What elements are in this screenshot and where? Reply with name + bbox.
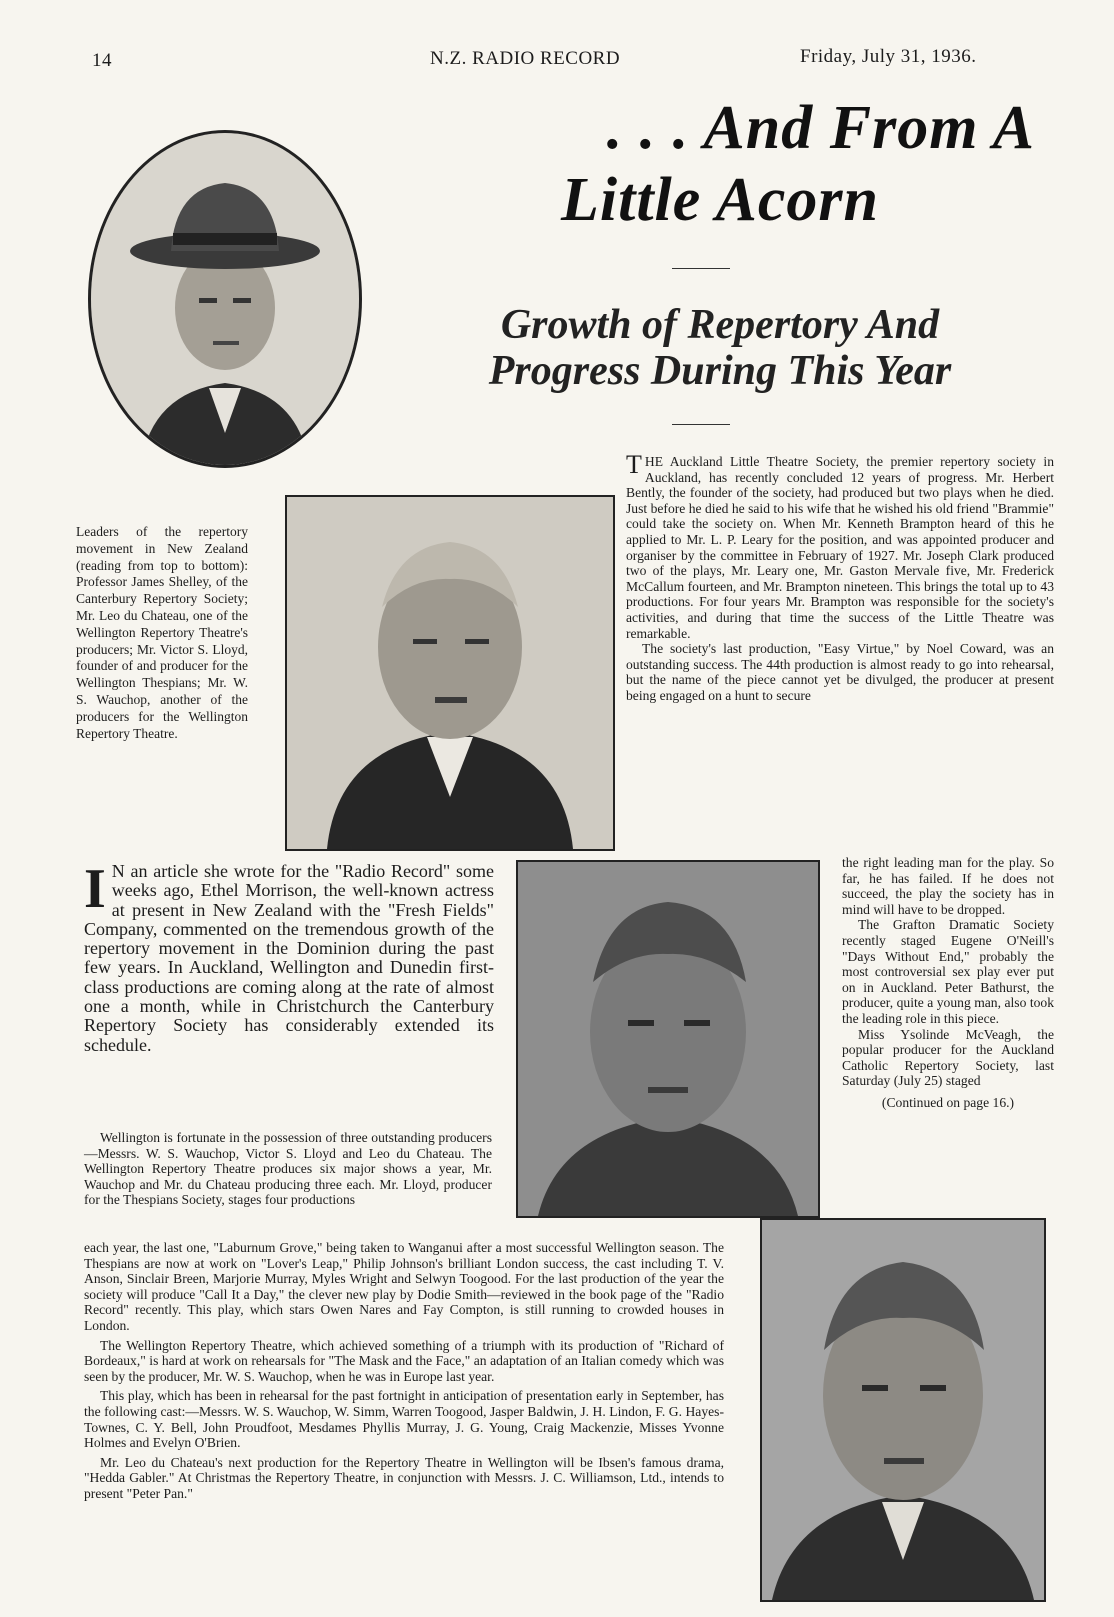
wellington-para-narrow (84, 1130, 492, 1208)
wellington-para-wide (84, 1240, 724, 1502)
page-number: 14 (92, 50, 112, 71)
article-title-line-1: . . . And From A (606, 94, 1035, 162)
right-para-2: The society's last production, "Easy Virtue," by Noel Coward, was an outstanding success. The 44th production is almost ready to go into rehearsal, but the name of the piece cannot yet be divulged, the producer at present being engaged on a hunt to secure (626, 641, 1054, 703)
intro-text: N an article she wrote for the "Radio Record" some weeks ago, Ethel Morrison, the well-known actress at present in New Zealand with the "Fresh Fields" Company, commented on the tremendous growth of the repertory movement in the Dominion during the past few years. In Auckland, Wellington and Dunedin first-class productions are coming along at the rate of almost one a month, while in Christchurch the Canterbury Repertory Society has considerably extended its schedule. (84, 861, 494, 1055)
wellington-para-2-rest: each year, the last one, "Laburnum Grove," being taken to Wanganui after a most successful Wellington season. The Thespians are now at work on "Lover's Leap," Philip Johnson's brilliant London success, the cast including T. V. Anson, Sinclair Breen, Marjorie Murray, Myles Wright and Selwyn Toogood. For the last production of the year the society will produce "Call It a Day," the clever new play by Dodie Smith—reviewed in the book page of the "Radio Record" recently. This play, which stars Owen Nares and Fay Compton, is still running to crowded houses in London. (84, 1240, 724, 1333)
right-para-3: The Grafton Dramatic Society recently staged Eugene O'Neill's "Days Without End," probably the most controversial sex play ever put on in Auckland. Peter Bathurst, the producer, quite a young man, also took the leading role in this piece. (842, 917, 1054, 1026)
right-narrow-para: the right leading man for the play. So far, he has failed. If he does not succeed, the play the society has in mind will have to be dropped. (842, 855, 1054, 917)
title-divider (672, 268, 730, 269)
issue-date: Friday, July 31, 1936. (800, 46, 977, 67)
right-para-4: Miss Ysolinde McVeagh, the popular producer for the Auckland Catholic Repertory Society, last Saturday (July 25) staged (842, 1026, 1054, 1089)
subtitle-divider (672, 424, 730, 425)
right-narrow-text (842, 855, 1054, 1111)
continued-note: (Continued on page 16.) (881, 1094, 1015, 1110)
du-chateau-portrait (285, 495, 615, 851)
subtitle-line-2: Progress During This Year (488, 348, 952, 394)
lloyd-portrait (516, 860, 820, 1218)
right-column-text (626, 450, 1054, 704)
wauchop-portrait (760, 1218, 1046, 1602)
wellington-para-2-start: Wellington is fortunate in the possession of three outstanding producers—Messrs. W. S. Wauchop, Victor S. Lloyd and Leo du Chateau. The Wellington Repertory Theatre produces six major shows a year, Mr. Wauchop and Mr. du Chateau producing three each. Mr. Lloyd, producer for the Thespians Society, stages four productions (84, 1130, 492, 1208)
photo-caption: Leaders of the repertory movement in New Zealand (reading from top to bottom): Professor James Shelley, of the Canterbury Repertory Society; Mr. Leo du Chateau, one of the Wellington Repertory Theatre's producers; Mr. Victor S. Lloyd, founder of and producer for the Wellington Thespians; Mr. W. S. Wauchop, another of the producers for the Wellington Repertory Theatre. (76, 524, 248, 741)
subtitle-line-1: Growth of Repertory And (500, 302, 940, 348)
publication-name: N.Z. RADIO RECORD (430, 48, 621, 69)
shelley-portrait (88, 130, 362, 468)
wellington-para-4: This play, which has been in rehearsal for the past fortnight in anticipation of presentation early in September, has the following cast:—Messrs. W. S. Wauchop, W. Simm, Warren Toogood, Jasper Baldwin, J. H. Lindon, F. G. Hayes-Townes, C. Y. Bell, John Proudfoot, Mesdames Phyllis Murray, J. G. Young, Craig Mackenzie, Misses Yvonne Holmes and Evelyn O'Brien. (84, 1388, 724, 1451)
article-title-line-2: Little Acorn (561, 166, 879, 234)
wellington-para-3: The Wellington Repertory Theatre, which achieved something of a triumph with its production of "Richard of Bordeaux," is hard at work on rehearsals for "The Mask and the Face," an adaptation of an Italian comedy which was seen by the producer, Mr. W. S. Wauchop, when he was in Europe last year. (84, 1337, 724, 1384)
wellington-para-5: Mr. Leo du Chateau's next production for the Repertory Theatre in Wellington will be Ibsen's famous drama, "Hedda Gabler." At Christmas the Repertory Theatre, in conjunction with Messrs. J. C. Williamson, Ltd., intends to present "Peter Pan." (84, 1454, 724, 1501)
right-para-1: HE Auckland Little Theatre Society, the premier repertory society in Auckland, has recently concluded 12 years of progress. Mr. Herbert Bently, the founder of the society, had produced but two plays when he died. Just before he died he said to his wife that he wished his old friend "Brammie" could take the society on. When Mr. Kenneth Brampton heard of this he applied to Mr. L. P. Leary for the position, and was appointed producer and organiser by the committee in February of 1927. Mr. Joseph Clark produced two of the plays, Mr. Leary one, Mr. Gaston Mervale five, Mr. Frederick McCallum fourteen, and Mr. Brampton nineteen. This brings the total up to 43 productions. For four years Mr. Brampton was responsible for the society's activities, and during that time the success of the Little Theatre was remarkable. (626, 454, 1054, 641)
intro-dropcap: I (84, 858, 106, 920)
intro-paragraph (84, 858, 494, 1055)
right-dropcap: T (626, 450, 642, 479)
